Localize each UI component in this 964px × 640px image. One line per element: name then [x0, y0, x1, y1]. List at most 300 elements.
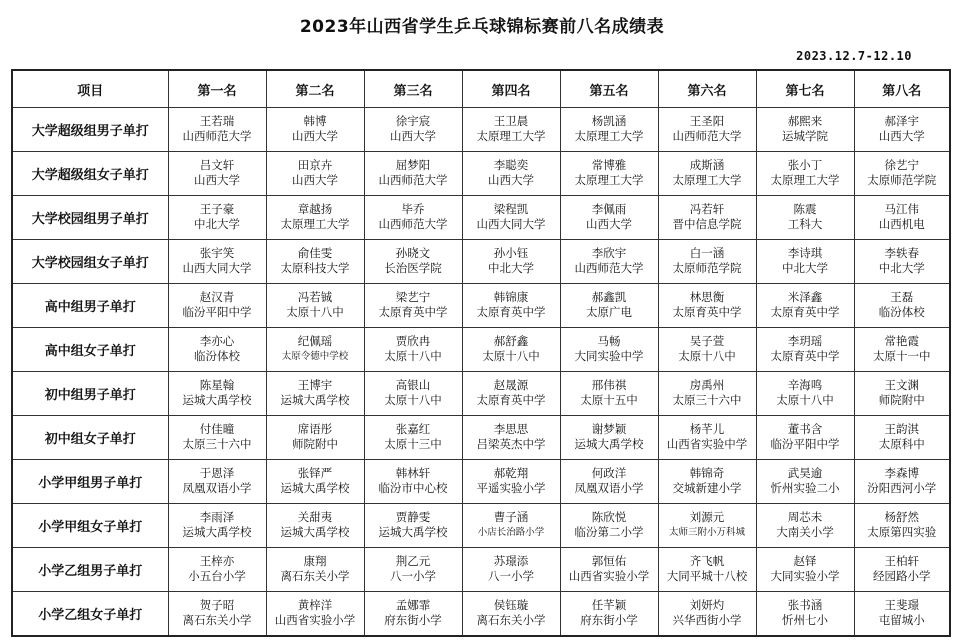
- event-name: 高中组男子单打: [12, 283, 168, 327]
- event-name: 大学校园组男子单打: [12, 195, 168, 239]
- result-cell: [266, 503, 364, 547]
- result-cell: [854, 108, 950, 152]
- player-school: 师院附中: [292, 437, 338, 452]
- result-cell: [168, 108, 266, 152]
- player-school: 经园路小学: [873, 569, 931, 584]
- player-name: 周芯未: [787, 510, 823, 525]
- player-school: 运城大禹学校: [280, 525, 350, 540]
- player-name: 郝乾翔: [493, 466, 529, 481]
- event-name: 小学乙组女子单打: [12, 591, 168, 636]
- result-cell: [560, 151, 658, 195]
- player-name: 谢梦颖: [591, 422, 627, 437]
- result-cell: [462, 108, 560, 152]
- player-name: 张宇笑: [199, 246, 235, 261]
- result-cell: [854, 283, 950, 327]
- result-cell: [854, 151, 950, 195]
- player-school: 中北大学: [782, 261, 828, 276]
- player-name: 马江伟: [884, 202, 919, 217]
- result-cell: [560, 108, 658, 152]
- result-cell: [658, 151, 756, 195]
- result-cell: [462, 151, 560, 195]
- result-cell: [168, 239, 266, 283]
- player-name: 王文渊: [884, 378, 919, 393]
- player-name: 贾欣冉: [395, 334, 431, 349]
- event-date: 2023.12.7-12.10: [796, 49, 912, 63]
- player-school: 太原第四实验: [867, 525, 937, 540]
- player-name: 李亦心: [199, 334, 235, 349]
- player-name: 侯钰璇: [493, 598, 529, 613]
- result-cell: [364, 503, 462, 547]
- result-cell: [854, 327, 950, 371]
- player-name: 杨凯涵: [591, 114, 627, 129]
- player-name: 林思衡: [689, 290, 725, 305]
- player-school: 大同实验中学: [574, 349, 644, 364]
- player-name: 李雨泽: [199, 510, 235, 525]
- player-school: 小店长治路小学: [477, 527, 545, 539]
- player-name: 刘妍灼: [689, 598, 725, 613]
- player-name: 常艳霞: [884, 334, 919, 349]
- result-cell: [462, 415, 560, 459]
- player-name: 韩博: [303, 114, 327, 129]
- player-name: 邢伟祺: [591, 378, 627, 393]
- result-cell: [364, 239, 462, 283]
- player-name: 赵汉青: [199, 290, 235, 305]
- result-cell: [854, 415, 950, 459]
- player-school: 太原十五中: [580, 393, 638, 408]
- player-school: 临汾市中心校: [378, 481, 448, 496]
- player-name: 白一涵: [689, 246, 725, 261]
- player-name: 王博宇: [297, 378, 333, 393]
- player-school: 屯留城小: [878, 613, 925, 628]
- result-cell: [854, 459, 950, 503]
- player-name: 徐艺宁: [884, 158, 919, 173]
- result-cell: [658, 327, 756, 371]
- player-school: 太原理工大学: [574, 173, 644, 188]
- result-cell: [462, 459, 560, 503]
- table-row: [12, 283, 950, 327]
- table-row: [12, 108, 950, 152]
- player-name: 王子豪: [199, 202, 235, 217]
- player-name: 郭恒佑: [591, 554, 627, 569]
- result-cell: [462, 195, 560, 239]
- result-cell: [364, 108, 462, 152]
- table-row: [12, 151, 950, 195]
- table-row: [12, 591, 950, 636]
- player-name: 张嘉红: [395, 422, 431, 437]
- player-school: 太原三十六中: [672, 393, 742, 408]
- result-cell: [168, 459, 266, 503]
- player-school: 太原十三中: [384, 437, 442, 452]
- event-name: 小学乙组男子单打: [12, 547, 168, 591]
- player-school: 太原育英中学: [770, 305, 840, 320]
- player-name: 孙晓文: [395, 246, 431, 261]
- player-school: 山西省实验小学: [568, 569, 650, 584]
- result-cell: [756, 283, 854, 327]
- player-name: 孙小钰: [493, 246, 529, 261]
- player-school: 凤凰双语小学: [574, 481, 644, 496]
- column-header-rank-4: 第四名: [462, 70, 560, 108]
- player-name: 王柏轩: [884, 554, 919, 569]
- player-name: 任芊颖: [591, 598, 627, 613]
- player-school: 忻州七小: [782, 613, 828, 628]
- event-name: 初中组男子单打: [12, 371, 168, 415]
- player-name: 黄梓洋: [297, 598, 333, 613]
- player-name: 荆乙元: [395, 554, 431, 569]
- player-school: 晋中信息学院: [672, 217, 742, 232]
- player-school: 运城学院: [782, 129, 828, 144]
- result-cell: [266, 151, 364, 195]
- result-cell: [462, 327, 560, 371]
- player-name: 纪佩瑶: [297, 334, 333, 349]
- player-school: 山西师范大学: [574, 261, 644, 276]
- player-school: 临汾体校: [194, 349, 240, 364]
- player-school: 运城大禹学校: [280, 481, 350, 496]
- player-school: 八一小学: [488, 569, 534, 584]
- player-name: 张书涵: [787, 598, 823, 613]
- player-school: 长治医学院: [384, 261, 442, 276]
- player-school: 大同实验小学: [770, 569, 840, 584]
- player-name: 赵铎: [793, 554, 817, 569]
- player-school: 山西省实验小学: [274, 613, 356, 628]
- result-cell: [560, 547, 658, 591]
- player-name: 李思思: [493, 422, 529, 437]
- player-name: 韩锦康: [493, 290, 529, 305]
- player-name: 吴子萱: [689, 334, 725, 349]
- player-school: 运城大禹学校: [280, 393, 350, 408]
- result-cell: [462, 503, 560, 547]
- result-cell: [560, 327, 658, 371]
- player-name: 韩林轩: [395, 466, 431, 481]
- player-name: 王韵淇: [884, 422, 919, 437]
- player-school: 大同平城十八校: [666, 569, 748, 584]
- player-school: 忻州实验二小: [770, 481, 840, 496]
- table-row: [12, 371, 950, 415]
- player-school: 运城大禹学校: [182, 393, 252, 408]
- player-school: 太原理工大学: [476, 129, 546, 144]
- player-name: 冯若铖: [297, 290, 333, 305]
- player-name: 董书含: [787, 422, 823, 437]
- player-school: 山西大学: [292, 173, 338, 188]
- player-school: 山西师范大学: [672, 129, 742, 144]
- column-header-rank-1: 第一名: [168, 70, 266, 108]
- player-school: 交城新建小学: [672, 481, 742, 496]
- result-cell: [266, 327, 364, 371]
- player-name: 康翔: [303, 554, 327, 569]
- player-school: 山西师范大学: [378, 217, 448, 232]
- player-name: 王斐璟: [884, 598, 919, 613]
- player-school: 府东街小学: [384, 613, 442, 628]
- player-school: 太原十八中: [776, 393, 834, 408]
- player-name: 俞佳雯: [297, 246, 333, 261]
- player-name: 陈欣悦: [591, 510, 627, 525]
- result-cell: [364, 151, 462, 195]
- result-cell: [560, 503, 658, 547]
- result-cell: [266, 415, 364, 459]
- player-school: 太原育英中学: [672, 305, 742, 320]
- player-name: 李轶春: [884, 246, 919, 261]
- player-school: 太师三附小万科城: [668, 527, 745, 539]
- player-school: 太原广电: [586, 305, 632, 320]
- column-header-event: 项目: [12, 70, 168, 108]
- event-name: 大学超级组男子单打: [12, 108, 168, 152]
- result-cell: [658, 371, 756, 415]
- player-school: 山西师范大学: [182, 129, 252, 144]
- player-school: 运城大禹学校: [378, 525, 448, 540]
- result-cell: [364, 459, 462, 503]
- event-name: 初中组女子单打: [12, 415, 168, 459]
- player-school: 山西大学: [390, 129, 436, 144]
- result-cell: [364, 371, 462, 415]
- player-name: 苏璟添: [493, 554, 529, 569]
- player-school: 运城大禹学校: [574, 437, 644, 452]
- player-name: 田京卉: [297, 158, 333, 173]
- table-row: [12, 459, 950, 503]
- player-school: 吕梁英杰中学: [476, 437, 546, 452]
- player-school: 工科大: [787, 217, 823, 232]
- table-row: [12, 415, 950, 459]
- result-cell: [462, 591, 560, 636]
- player-name: 贾静雯: [395, 510, 431, 525]
- table-row: [12, 503, 950, 547]
- player-name: 常博雅: [591, 158, 627, 173]
- event-name: 大学校园组女子单打: [12, 239, 168, 283]
- header-row: [12, 70, 950, 108]
- player-school: 太原理工大学: [672, 173, 742, 188]
- player-name: 李森博: [884, 466, 919, 481]
- table-row: [12, 239, 950, 283]
- player-name: 郝舒鑫: [493, 334, 529, 349]
- player-name: 刘源元: [689, 510, 725, 525]
- result-cell: [266, 459, 364, 503]
- player-name: 房禹州: [689, 378, 725, 393]
- player-name: 杨舒然: [884, 510, 919, 525]
- player-school: 山西师范大学: [378, 173, 448, 188]
- player-name: 李诗琪: [787, 246, 823, 261]
- result-cell: [756, 371, 854, 415]
- result-cell: [658, 503, 756, 547]
- player-name: 王若瑞: [199, 114, 235, 129]
- player-school: 山西大学: [488, 173, 534, 188]
- result-cell: [560, 415, 658, 459]
- result-cell: [168, 327, 266, 371]
- result-cell: [168, 547, 266, 591]
- player-name: 武昊逾: [787, 466, 823, 481]
- result-cell: [168, 283, 266, 327]
- player-school: 府东街小学: [580, 613, 638, 628]
- result-cell: [854, 371, 950, 415]
- result-cell: [168, 195, 266, 239]
- player-school: 太原十八中: [384, 349, 442, 364]
- player-name: 吕文轩: [199, 158, 235, 173]
- results-table: [11, 69, 951, 637]
- result-cell: [266, 195, 364, 239]
- player-name: 郝泽宇: [884, 114, 919, 129]
- page-title: 2023年山西省学生乒乓球锦标赛前八名成绩表: [299, 17, 665, 37]
- player-name: 张小丁: [787, 158, 823, 173]
- result-cell: [560, 239, 658, 283]
- player-school: 大南关小学: [776, 525, 834, 540]
- table-row: [12, 195, 950, 239]
- result-cell: [462, 283, 560, 327]
- result-cell: [560, 371, 658, 415]
- player-school: 太原十八中: [384, 393, 442, 408]
- player-school: 太原十八中: [482, 349, 540, 364]
- result-cell: [658, 415, 756, 459]
- player-school: 山西大同大学: [476, 217, 546, 232]
- player-name: 徐宇宸: [395, 114, 431, 129]
- result-cell: [756, 459, 854, 503]
- result-cell: [854, 195, 950, 239]
- result-cell: [168, 415, 266, 459]
- player-school: 山西机电: [878, 217, 925, 232]
- result-cell: [364, 327, 462, 371]
- player-name: 冯若轩: [689, 202, 725, 217]
- player-name: 李玥瑶: [787, 334, 823, 349]
- player-name: 张铎严: [297, 466, 333, 481]
- result-cell: [168, 371, 266, 415]
- column-header-rank-2: 第二名: [266, 70, 364, 108]
- result-cell: [266, 108, 364, 152]
- player-school: 小五台小学: [188, 569, 246, 584]
- player-name: 梁程凯: [493, 202, 529, 217]
- player-name: 李欣宇: [591, 246, 627, 261]
- column-header-rank-3: 第三名: [364, 70, 462, 108]
- result-cell: [756, 108, 854, 152]
- player-school: 太原科技大学: [280, 261, 350, 276]
- player-name: 韩锦奇: [689, 466, 725, 481]
- column-header-rank-8: 第八名: [854, 70, 950, 108]
- player-name: 毕乔: [401, 202, 425, 217]
- result-cell: [560, 459, 658, 503]
- player-school: 山西省实验中学: [666, 437, 748, 452]
- result-cell: [560, 591, 658, 636]
- player-name: 何政洋: [591, 466, 627, 481]
- player-school: 太原师范学院: [672, 261, 742, 276]
- player-school: 太原十一中: [873, 349, 931, 364]
- result-cell: [266, 547, 364, 591]
- table-row: [12, 547, 950, 591]
- table-row: [12, 327, 950, 371]
- result-cell: [658, 239, 756, 283]
- result-cell: [658, 283, 756, 327]
- player-school: 中北大学: [878, 261, 925, 276]
- player-name: 关甜夷: [297, 510, 333, 525]
- player-name: 王圣阳: [689, 114, 725, 129]
- player-name: 米泽鑫: [787, 290, 823, 305]
- player-school: 师院附中: [878, 393, 925, 408]
- result-cell: [364, 283, 462, 327]
- result-cell: [756, 151, 854, 195]
- result-cell: [854, 591, 950, 636]
- result-cell: [462, 547, 560, 591]
- player-name: 陈星翰: [199, 378, 235, 393]
- result-cell: [462, 371, 560, 415]
- player-school: 太原育英中学: [770, 349, 840, 364]
- result-cell: [854, 503, 950, 547]
- player-school: 凤凰双语小学: [182, 481, 252, 496]
- player-name: 屈梦阳: [395, 158, 431, 173]
- player-school: 太原十八中: [678, 349, 736, 364]
- event-name: 大学超级组女子单打: [12, 151, 168, 195]
- player-name: 章越扬: [297, 202, 333, 217]
- result-cell: [266, 283, 364, 327]
- result-cell: [658, 547, 756, 591]
- player-name: 辛海鸣: [787, 378, 823, 393]
- player-name: 陈震: [793, 202, 817, 217]
- player-name: 席语彤: [297, 422, 333, 437]
- event-name: 高中组女子单打: [12, 327, 168, 371]
- player-school: 太原师范学院: [867, 173, 937, 188]
- player-school: 山西大同大学: [182, 261, 252, 276]
- result-cell: [364, 195, 462, 239]
- player-school: 太原理工大学: [770, 173, 840, 188]
- player-name: 曹子涵: [493, 510, 529, 525]
- result-cell: [756, 503, 854, 547]
- player-name: 王磊: [890, 290, 914, 305]
- result-cell: [364, 591, 462, 636]
- player-school: 兴华西街小学: [672, 613, 742, 628]
- result-cell: [756, 327, 854, 371]
- player-school: 平遥实验小学: [476, 481, 546, 496]
- player-name: 王梓亦: [199, 554, 235, 569]
- player-school: 离石东关小学: [476, 613, 546, 628]
- player-school: 山西大学: [586, 217, 632, 232]
- player-school: 运城大禹学校: [182, 525, 252, 540]
- player-name: 高银山: [395, 378, 431, 393]
- player-name: 李聪奕: [493, 158, 529, 173]
- player-name: 郝鑫凯: [591, 290, 627, 305]
- column-header-rank-7: 第七名: [756, 70, 854, 108]
- column-header-rank-5: 第五名: [560, 70, 658, 108]
- result-cell: [854, 547, 950, 591]
- player-school: 离石东关小学: [182, 613, 252, 628]
- result-cell: [658, 108, 756, 152]
- player-name: 李佩雨: [591, 202, 627, 217]
- player-name: 杨芊儿: [689, 422, 725, 437]
- result-cell: [462, 239, 560, 283]
- player-school: 山西大学: [194, 173, 240, 188]
- player-school: 太原育英中学: [476, 305, 546, 320]
- result-cell: [756, 195, 854, 239]
- player-school: 山西大学: [878, 129, 925, 144]
- event-name: 小学甲组男子单打: [12, 459, 168, 503]
- player-school: 太原理工大学: [280, 217, 350, 232]
- player-name: 王卫晨: [493, 114, 529, 129]
- result-cell: [658, 591, 756, 636]
- column-header-rank-6: 第六名: [658, 70, 756, 108]
- player-school: 山西大学: [292, 129, 338, 144]
- player-school: 汾阳西河小学: [867, 481, 937, 496]
- player-name: 贺子昭: [199, 598, 235, 613]
- player-name: 赵晟源: [493, 378, 529, 393]
- player-name: 于恩泽: [199, 466, 235, 481]
- result-cell: [364, 415, 462, 459]
- player-school: 离石东关小学: [280, 569, 350, 584]
- player-school: 临汾平阳中学: [182, 305, 252, 320]
- result-cell: [756, 547, 854, 591]
- result-cell: [266, 591, 364, 636]
- result-cell: [756, 415, 854, 459]
- result-cell: [266, 371, 364, 415]
- player-name: 齐飞帆: [689, 554, 725, 569]
- player-name: 马畅: [597, 334, 621, 349]
- result-cell: [854, 239, 950, 283]
- result-cell: [658, 459, 756, 503]
- player-name: 郝熙来: [787, 114, 823, 129]
- result-cell: [266, 239, 364, 283]
- result-cell: [364, 547, 462, 591]
- player-school: 八一小学: [390, 569, 436, 584]
